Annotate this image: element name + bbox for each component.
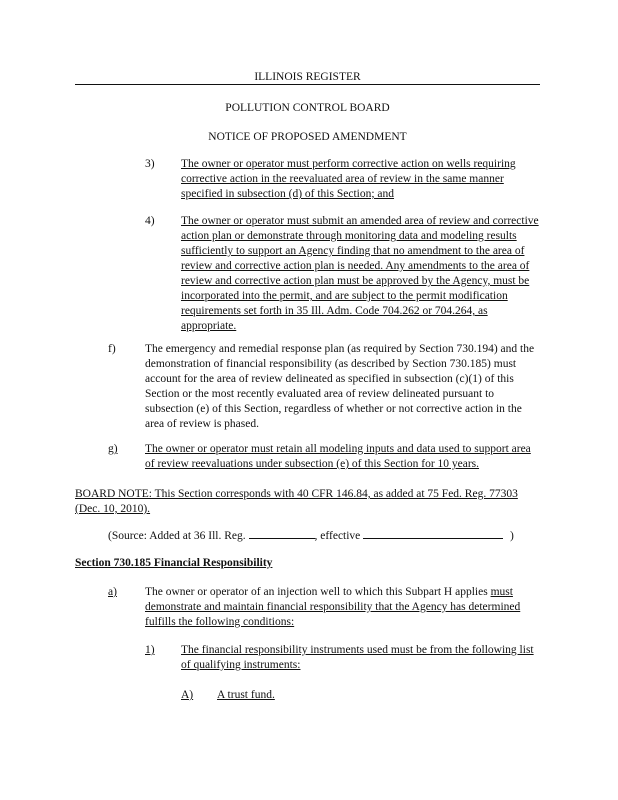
board-note: BOARD NOTE: This Section corresponds with 40 CFR 146.84, as added at 75 Fed. Reg. 77303 (Dec. 10, 2010).	[75, 488, 518, 515]
item-a1-label: 1)	[145, 644, 155, 656]
section-heading: Section 730.185 Financial Responsibility	[75, 557, 273, 569]
source-close: )	[510, 530, 514, 542]
item-4-label: 4)	[145, 215, 155, 227]
item-A-text: A trust fund.	[217, 689, 275, 701]
item-4-text: The owner or operator must submit an amended area of review and corrective action plan or demonstrate through monitoring data and modeling results sufficiently to support an Agency finding that no amendment to the area of review and corrective action plan is needed. Any amendments to the area of review and corrective action plan must be approved by the Agency, must be incorporated into the permit, and are subject to the permit modification requirements set forth in 35 Ill. Adm. Code 704.262 or 704.264, as appropriate.	[181, 215, 539, 332]
register-title: ILLINOIS REGISTER	[254, 71, 361, 83]
header-rule	[75, 84, 540, 85]
item-a-label: a)	[108, 586, 117, 598]
item-3-label: 3)	[145, 158, 155, 170]
item-a-text-underlined: must demonstrate and maintain financial responsibility that the Agency has determined fulfills the following conditions:	[145, 586, 521, 628]
item-f-text: The emergency and remedial response plan (as required by Section 730.194) and the demonstration of financial responsibility (as described by Section 730.185) must account for the area of review delineated as specified in subsection (c)(1) of this Section or the most recently evaluated area of review delineated pursuant to subsection (e) of this Section, regardless of whether or not corrective action in the area of review is phased.	[145, 343, 535, 430]
item-3-text: The owner or operator must perform corrective action on wells requiring corrective action in the reevaluated area of review in the same manner specified in subsection (d) of this Section; and	[181, 158, 516, 200]
source-prefix: (Source: Added at 36 Ill. Reg.	[108, 530, 246, 542]
source-blank-2	[363, 528, 503, 539]
item-A-label: A)	[181, 689, 194, 701]
item-a-text	[145, 585, 541, 630]
notice-title: NOTICE OF PROPOSED AMENDMENT	[208, 131, 407, 143]
source-effective: , effective	[314, 530, 361, 542]
item-a1-text: The financial responsibility instruments used must be from the following list of qualifying instruments:	[181, 644, 534, 671]
item-g-text: The owner or operator must retain all modeling inputs and data used to support area of review reevaluations under subsection (e) of this Section for 10 years.	[145, 443, 531, 470]
source-line	[108, 528, 538, 544]
item-f-label: f)	[108, 343, 116, 355]
item-g-label: g)	[108, 443, 118, 455]
board-title: POLLUTION CONTROL BOARD	[225, 102, 390, 114]
item-a-text-plain: The owner or operator of an injection well to which this Subpart H applies	[145, 586, 488, 598]
source-blank-1	[249, 528, 315, 539]
